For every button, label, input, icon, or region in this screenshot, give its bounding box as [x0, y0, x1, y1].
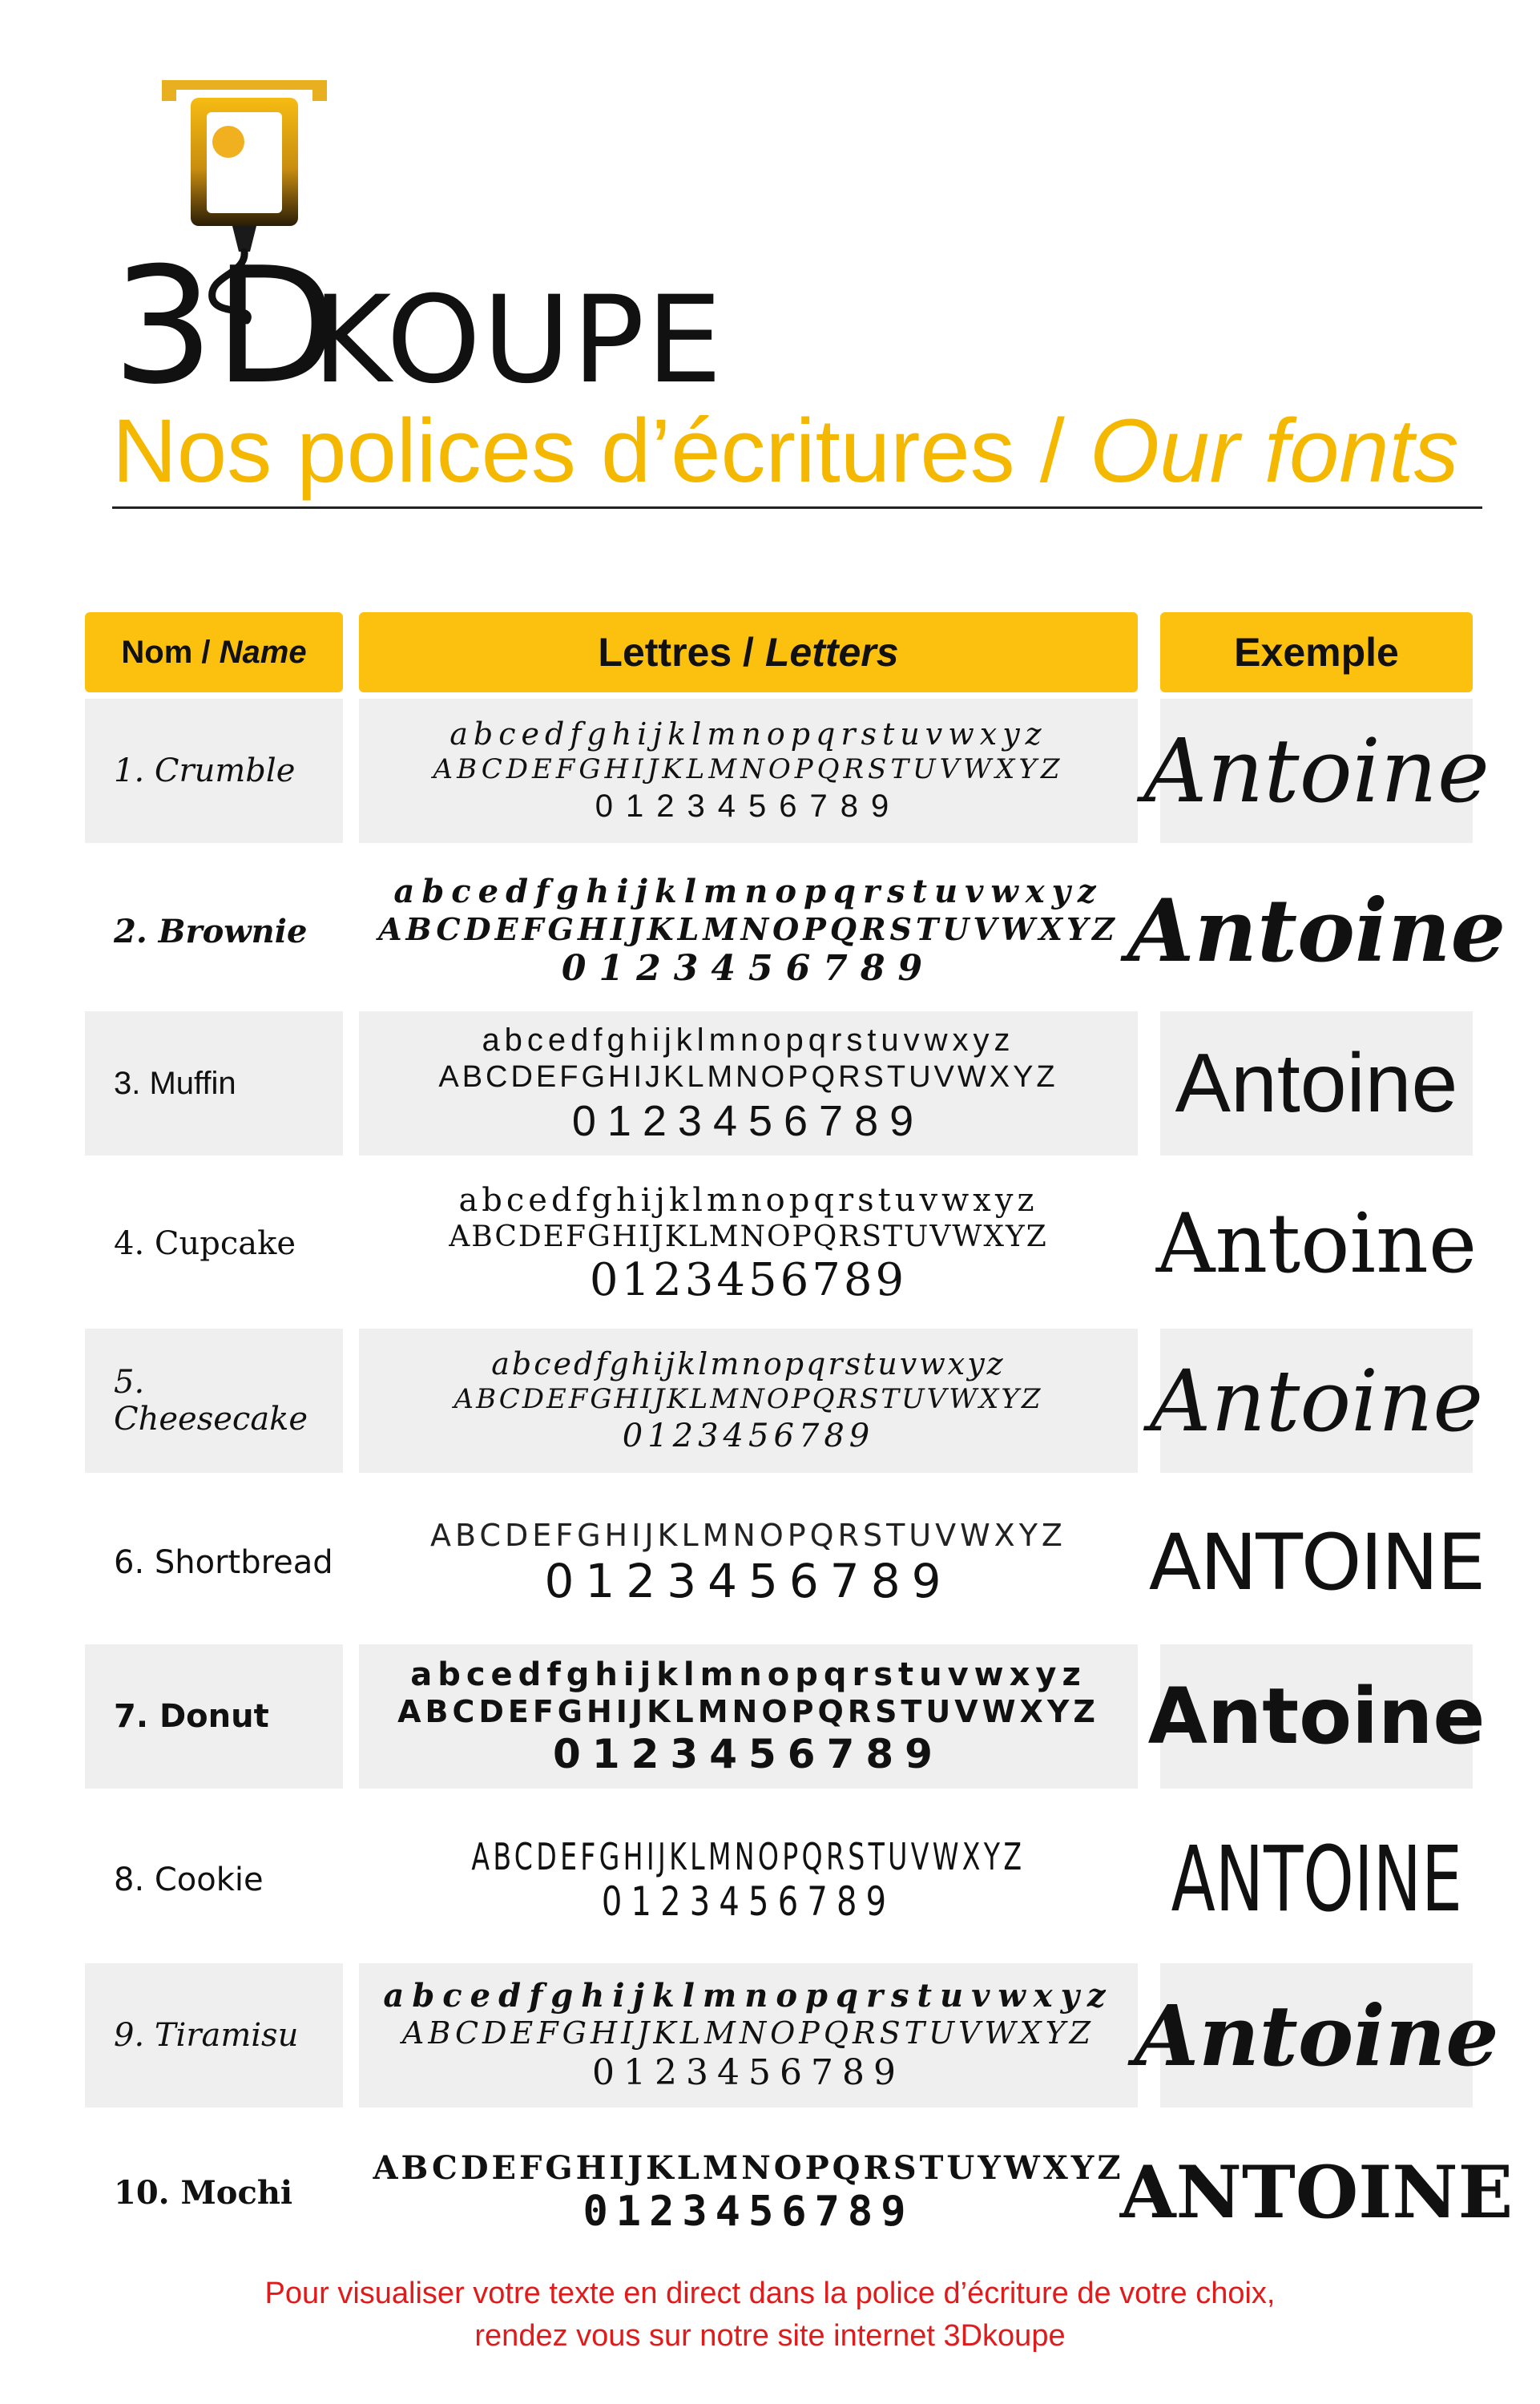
font-row-cupcake	[0, 1172, 1540, 1316]
font-example: Antoine	[1155, 1196, 1478, 1292]
font-name: 3. Muffin	[85, 1011, 343, 1156]
font-letters	[359, 699, 1138, 843]
font-row-muffin	[0, 1011, 1540, 1156]
digits-sample: 0123456789	[592, 2051, 905, 2093]
footer-line-1: Pour visualiser votre texte en direct dans la police d’écriture de votre choix,	[264, 2277, 1276, 2310]
digits-sample: 0123456789	[595, 788, 902, 824]
uppercase-sample: ABCDEFGHIJKLMNOPQRSTUVWXYZ	[378, 910, 1119, 947]
lowercase-sample: abcedfghijklmnopqrstuvwxyz	[458, 1181, 1038, 1219]
nozzle-logo-icon	[112, 66, 724, 420]
digits-sample: 0123456789	[589, 1253, 908, 1306]
font-name: 7. Donut	[85, 1644, 343, 1789]
font-letters	[359, 1644, 1138, 1789]
font-example: Antoine	[1160, 699, 1473, 843]
digits-sample: 0123456789	[583, 2187, 914, 2236]
font-name: 2. Brownie	[114, 912, 308, 950]
font-row-shortbread	[0, 1490, 1540, 1635]
header-example: Exemple	[1160, 612, 1473, 692]
uppercase-sample: ABCDEFGHIJKLMNOPQRSTUVWXYZ	[438, 1059, 1058, 1094]
font-letters	[359, 859, 1138, 1003]
font-letters	[359, 1011, 1138, 1156]
font-name: 4. Cupcake	[114, 1225, 296, 1262]
logo-koupe-text: KOUPE	[312, 271, 724, 410]
header-letters: Lettres / Letters	[359, 612, 1138, 692]
font-row-cookie	[0, 1808, 1540, 1952]
digits-sample: 0123456789	[571, 1096, 925, 1145]
lowercase-sample: abcedfghijklmnopqrstuvwxyz	[450, 716, 1047, 752]
font-example: Antoine	[1127, 881, 1506, 982]
font-example: Antoine	[1160, 1963, 1473, 2108]
digits-sample: 0123456789	[553, 1730, 944, 1777]
footer-line-2: rendez vous sur notre site internet 3Dkoupe	[474, 2319, 1066, 2354]
uppercase-sample: ABCDEFGHIJKLMNOPQRSTUVWXYZ	[454, 1383, 1043, 1416]
font-row-tiramisu	[0, 1963, 1540, 2108]
lowercase-sample: abcedfghijklmnopqrstuvwxyz	[393, 872, 1103, 910]
font-example: Antoine	[1160, 1644, 1473, 1789]
font-example: ANTOINE	[1148, 1518, 1485, 1607]
font-letters	[359, 1172, 1138, 1316]
page-title	[112, 399, 1459, 502]
lowercase-sample: abcedfghijklmnopqrstuvwxyz	[383, 1976, 1114, 2015]
font-name: 9. Tiramisu	[85, 1963, 343, 2108]
digits-sample: 0123456789	[622, 1417, 875, 1454]
font-example: Antoine	[1160, 1329, 1473, 1473]
footer-note	[0, 2273, 1540, 2358]
font-name: 10. Mochi	[114, 2173, 293, 2212]
font-name: 8. Cookie	[114, 1861, 264, 1898]
font-letters	[359, 1329, 1138, 1473]
digits-sample: 0123456789	[544, 1553, 953, 1608]
font-row-crumble	[0, 699, 1540, 843]
font-example: ANTOINE	[1119, 2150, 1514, 2235]
uppercase-sample: ABCDEFGHIJKLMNOPQRSTUVWXYZ	[433, 753, 1064, 786]
uppercase-sample: ABCDEFGHIJKLMNOPQRSTUYWXYZ	[373, 2148, 1124, 2187]
font-example: ANTOINE	[1171, 1828, 1462, 1932]
lowercase-sample: abcedfghijklmnopqrstuvwxyz	[482, 1022, 1015, 1058]
digits-sample: 0123456789	[561, 947, 936, 989]
font-row-brownie	[0, 859, 1540, 1003]
font-example: Antoine	[1160, 1011, 1473, 1156]
lowercase-sample: abcedfghijklmnopqrstuvwxyz	[491, 1346, 1006, 1382]
digits-sample: 0123456789	[601, 1878, 896, 1925]
uppercase-sample: ABCDEFGHIJKLMNOPQRSTUVWXYZ	[430, 1517, 1066, 1553]
font-row-donut	[0, 1644, 1540, 1789]
font-row-mochi	[0, 2120, 1540, 2265]
font-row-cheesecake	[0, 1329, 1540, 1473]
header-name: Nom / Name	[85, 612, 343, 692]
font-name: 6. Shortbread	[114, 1544, 333, 1581]
font-name: 5. Cheesecake	[85, 1329, 343, 1473]
lowercase-sample: abcedfghijklmnopqrstuvwxyz	[410, 1656, 1086, 1693]
logo-3d-text: 3D	[112, 233, 338, 420]
title-en: Our fonts	[1090, 401, 1459, 501]
uppercase-sample: ABCDEFGHIJKLMNOPQRSTUVWXYZ	[449, 1220, 1048, 1253]
font-letters	[359, 1963, 1138, 2108]
brand-logo	[112, 66, 724, 420]
uppercase-sample: ABCDEFGHIJKLMNOPQRSTUVWXYZ	[471, 1834, 1026, 1878]
title-divider	[112, 506, 1482, 509]
font-name: 1. Crumble	[85, 699, 343, 843]
title-fr: Nos polices d’écritures /	[112, 401, 1090, 501]
uppercase-sample: ABCDEFGHIJKLMNOPQRSTUVWXYZ	[397, 1693, 1099, 1729]
font-letters	[359, 1808, 1138, 1952]
uppercase-sample: ABCDEFGHIJKLMNOPQRSTUVWXYZ	[401, 2015, 1095, 2051]
font-letters	[359, 1490, 1138, 1635]
font-letters	[359, 2120, 1138, 2265]
